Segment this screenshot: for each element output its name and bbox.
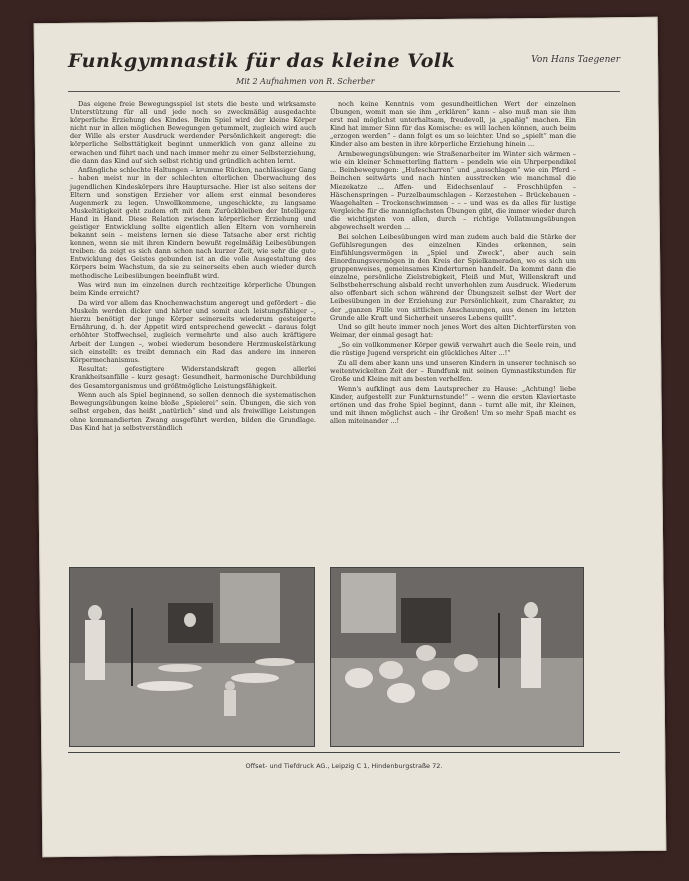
article-author: Von Hans Taegener [531, 55, 620, 65]
paragraph: Bei solchen Leibesübungen wird man zudem auch bald die Stärke der Gefühlsregungen des einzelnen Kindes erkennen, sein Einfühlungsvermögen in „Spiel und Zweck“, aber auch sein Einordnungsvermögen in den Kreis der Spielkameraden, wo es sich um gruppenweises, gemeinsames Kinderturnen handelt. Da kommt dann die einzelne, persönliche Zielstrebigkeit, Fleiß und Mut, Willenskraft und Selbstbeherrschung alsbald recht unverhohlen zum Ausdruck. Wiederum also offenbart sich schon während der Übungszeit selbst der Wert der Leibesübungen in der Erziehung zur Persönlichkeit, zum Charakter, zu der „ganzen Fülle von sittlichen Anschauungen, aus denen im letzten Grunde alle Kraft und Sicherheit unseres Lebens quillt“. [330, 232, 576, 322]
printer-imprint: Offset- und Tiefdruck AG., Leipzig C 1, Hindenburgstraße 72. [245, 762, 443, 770]
paragraph: Resultat: gefestigtere Widerstandskraft gegen allerlei Krankheitsanfälle – kurz gesagt: Gesundheit, harmonische Durchbildung des Gesamtorganismus und größtmögliche Leistungsfähigkeit. [70, 365, 316, 390]
right-text-column [330, 100, 576, 427]
paragraph: Armbewegungsübungen: wie Straßenarbeiter im Winter sich wärmen – wie ein kleiner Schmetterling flattern – pendeln wie ein Uhrperpendikel ... Beinbewegungen: „Hufescharren“ und „ausschlagen“ wie ein Pferd – Beinchen seitwärts und nach hinten ausstrecken wie manchmal die Miezekatze ... Affen- und Eidechsenlauf – Froschhüpfen – Häschenspringen – Purzelbaumschlagen – Kerzestehen – Brückebauen – Waagehalten – Trockenschwimmen – – – und was es da alles für lustige Vergleiche für die mannigfachsten Übungen gibt, die immer wieder durch die wichtigsten von allen, durch – richtige Vollatmungsübungen abgewechselt werden ... [330, 150, 576, 231]
paragraph: Das eigene freie Bewegungsspiel ist stets die beste und wirksamste Unterstützung für all und jede noch so zweckmäßig ausgedachte körperliche Erziehung des Kindes. Beim Spiel wird der kleine Körper nicht nur in allen möglichen Bewegungen getummelt, zugleich wird auch der Wille als erster Ausdruck werdender Persönlichkeit angeregt: die körperliche Selbsttätigkeit beginnt unmerklich von ganz alleine zu erwachen und führt nach und nach immer mehr zu einer Selbsterziehung, die dann das Kind auf sich selbst richtig und gründlich achten lernt. [70, 100, 316, 165]
left-text-column [70, 100, 316, 433]
footer-divider [68, 752, 620, 753]
title-divider [68, 91, 620, 92]
paragraph: „So ein vollkommener Körper gewiß verwahrt auch die Seele rein, und die rüstige Jugend verspricht ein glückliches Alter ...!“ [330, 341, 576, 358]
photo-children-lying-exercise [69, 567, 315, 747]
paragraph: Und so gilt heute immer noch jenes Wort des alten Dichterfürsten von Weimar, der einmal gesagt hat: [330, 323, 576, 340]
paragraph: Da wird vor allem das Knochenwachstum angeregt und gefördert – die Muskeln werden dicker und härter und somit auch leistungsfähiger –, hierzu benötigt der junge Körper seinerseits wiederum gesteigerte Ernährung, d. h. der Appetit wird entsprechend geweckt – daraus folgt erhöhter Stoffwechsel, zugleich vermehrte und also auch kräftigere Arbeit der Lungen –, wobei wiederum besondere Herzmuskelstärkung sich einstellt: es treibt demnach ein Rad das andere im inneren Körpermechanismus. [70, 299, 316, 364]
paragraph: Was wird nun im einzelnen durch rechtzeitige körperliche Übungen beim Kinde erreicht? [70, 281, 316, 298]
paragraph: Wenn auch als Spiel beginnend, so sollen dennoch die systematischen Bewegungsübungen keine bloße „Spielerei“ sein. Übungen, die sich von selbst ergeben, das heißt „natürlich“ sind und als freiwillige Leistungen ohne kommandierten Zwang ausgeführt werden, bilden die Grundlage. Das Kind hat ja selbstverständlich [70, 391, 316, 432]
article-subtitle: Mit 2 Aufnahmen von R. Scherber [236, 77, 375, 86]
paragraph: Anfängliche schlechte Haltungen – krumme Rücken, nachlässiger Gang – haben meist nur in der schlechten elterlichen Überwachung des jugendlichen Kindeskörpers ihre Hauptursache. Hier ist also seitens der Eltern und sonstigen Erzieher vor allem erst einmal besonderes Augenmerk zu legen. Unwollkommene, ungeschickte, zu langsame Muskeltätigkeit geht zudem oft mit dem Zurückbleiben der Intelligenz Hand in Hand. Diese Relation zwischen körperlicher Erziehung und geistiger Entwicklung sollte eigentlich allen Eltern von vornherein bekannt sein – meistens lernen sie diese Tatsache aber erst richtig kennen, wenn sie mit ihren Kindern bewußt regelmäßig Leibesübungen treiben: da zeigt es sich dann schon nach kurzer Zeit, wie sehr die gute Entwicklung des Geistes gebunden ist an die volle Ausgestaltung des Körpers beim Wachstum, da sie zu seinerseits eben auch wieder durch methodische Leibesübungen beeinflußt wird. [70, 166, 316, 280]
article-title: Funkgymnastik für das kleine Volk [68, 50, 456, 72]
paragraph: Wenn's aufklingt aus dem Lautsprecher zu Hause: „Achtung! liebe Kinder, aufgestellt zur Funkturnstunde!“ – wenn die ersten Klaviertaste ertönen und das frohe Spiel beginnt, dann – turnt alle mit, ihr Kleinen, und mit ihnen möglichst auch – ihr Großen! Um so mehr Spaß macht es allen miteinander ...! [330, 384, 576, 426]
paragraph: Zu all dem aber kann uns und unseren Kindern in unserer technisch so weitentwickelten Zeit der – Rundfunk mit seinen Gymnastikstunden für Große und Kleine mit am besten verhelfen. [330, 358, 576, 384]
photo-children-bending-exercise [330, 567, 584, 747]
paragraph: noch keine Kenntnis vom gesundheitlichen Wert der einzelnen Übungen, womit man sie ihm „erklären“ kann – also muß man sie ihm erst mal möglichst unterhaltsam, freudevoll, ja „spaßig“ machen. Ein Kind hat immer Sinn für das Komische: es will lachen können, auch beim „erzogen werden“ – dann folgt es um so leichter. Und so „spielt“ man die Kinder also am besten in ihre körperliche Erziehung hinein ... [330, 100, 576, 149]
